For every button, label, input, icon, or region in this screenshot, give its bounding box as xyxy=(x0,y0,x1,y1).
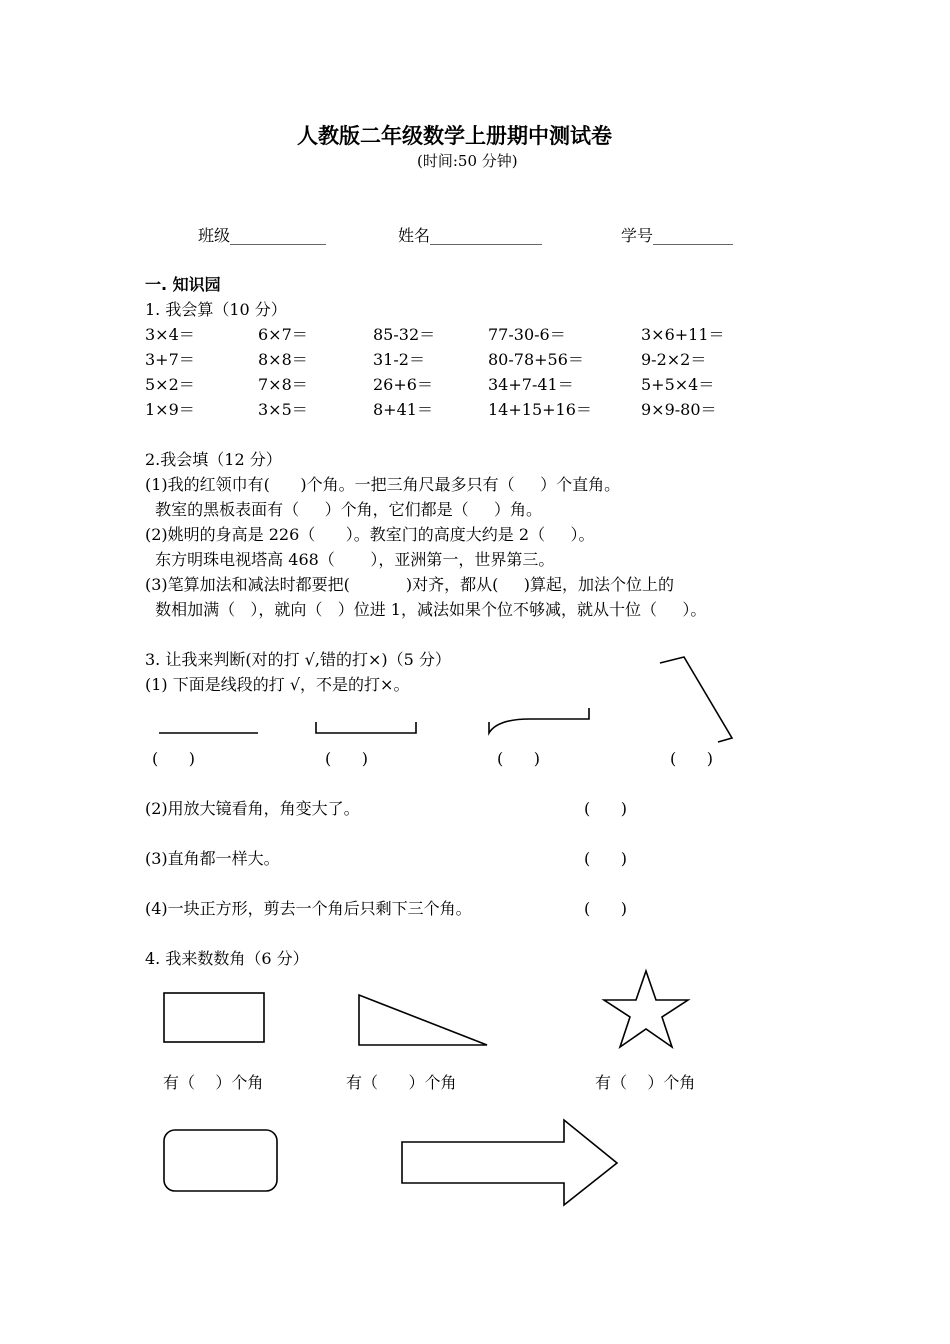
calc-item: 9-2×2＝ xyxy=(641,350,707,369)
q2-heading: 2.我会填（12 分） xyxy=(145,450,282,469)
student-number-field: 学号__________ xyxy=(621,226,734,245)
calc-item: 34+7-41＝ xyxy=(488,375,574,394)
judge-statement: (4)一块正方形，剪去一个角后只剩下三个角。 xyxy=(145,899,472,918)
answer-paren: ( ) xyxy=(497,749,540,768)
rectangle-shape xyxy=(164,993,264,1042)
fill-line: (1)我的红领巾有( )个角。一把三角尺最多只有（ ）个直角。 xyxy=(145,475,621,494)
answer-paren: ( ) xyxy=(584,799,627,818)
calc-item: 26+6＝ xyxy=(373,375,433,394)
arrow-shape xyxy=(402,1120,617,1205)
q3-heading: 3. 让我来判断(对的打 √,错的打×)（5 分） xyxy=(145,650,451,669)
page-title: 人教版二年级数学上册期中测试卷 xyxy=(297,124,612,148)
answer-paren: ( ) xyxy=(670,749,713,768)
angle-answer: 有（ ）个角 xyxy=(346,1073,457,1092)
calc-item: 6×7＝ xyxy=(258,325,308,344)
q4-heading: 4. 我来数数角（6 分） xyxy=(145,949,309,968)
fill-line: (2)姚明的身高是 226（ ）。教室门的高度大约是 2（ ）。 xyxy=(145,525,595,544)
q1-heading: 1. 我会算（10 分） xyxy=(145,300,287,319)
calc-item: 3×5＝ xyxy=(258,400,308,419)
judge-statement: (3)直角都一样大。 xyxy=(145,849,280,868)
calc-item: 3+7＝ xyxy=(145,350,195,369)
answer-paren: ( ) xyxy=(584,849,627,868)
calc-item: 3×4＝ xyxy=(145,325,195,344)
name-field: 姓名______________ xyxy=(398,226,543,245)
answer-paren: ( ) xyxy=(584,899,627,918)
angle-answer: 有（ ）个角 xyxy=(163,1073,264,1092)
calc-item: 5+5×4＝ xyxy=(641,375,715,394)
fill-line: (3)笔算加法和减法时都要把( )对齐，都从( )算起，加法个位上的 xyxy=(145,575,675,594)
section-heading: 一. 知识园 xyxy=(145,275,221,294)
time-limit: (时间:50 分钟) xyxy=(417,152,518,170)
calc-item: 7×8＝ xyxy=(258,375,308,394)
calc-item: 8+41＝ xyxy=(373,400,433,419)
calc-item: 8×8＝ xyxy=(258,350,308,369)
star-shape xyxy=(604,971,688,1047)
fill-line: 数相加满（ ），就向（ ）位进 1，减法如果个位不够减，就从十位（ ）。 xyxy=(145,600,707,619)
calc-item: 5×2＝ xyxy=(145,375,195,394)
answer-paren: ( ) xyxy=(325,749,368,768)
q3-sub1: (1) 下面是线段的打 √，不是的打×。 xyxy=(145,675,410,694)
angle-answer: 有（ ）个角 xyxy=(595,1073,696,1092)
triangle-shape xyxy=(359,995,487,1045)
calc-item: 3×6+11＝ xyxy=(641,325,725,344)
answer-paren: ( ) xyxy=(152,749,195,768)
class-field: 班级____________ xyxy=(198,226,327,245)
judge-statement: (2)用放大镜看角，角变大了。 xyxy=(145,799,360,818)
calc-item: 9×9-80＝ xyxy=(641,400,717,419)
fill-line: 东方明珠电视塔高 468（ ），亚洲第一，世界第三。 xyxy=(145,550,555,569)
calc-item: 1×9＝ xyxy=(145,400,195,419)
calc-item: 77-30-6＝ xyxy=(488,325,566,344)
fill-line: 教室的黑板表面有（ ）个角，它们都是（ ）角。 xyxy=(145,500,543,519)
calc-item: 85-32＝ xyxy=(373,325,436,344)
rounded-rectangle-shape xyxy=(164,1130,277,1191)
calc-item: 31-2＝ xyxy=(373,350,425,369)
calc-item: 14+15+16＝ xyxy=(488,400,592,419)
calc-item: 80-78+56＝ xyxy=(488,350,584,369)
